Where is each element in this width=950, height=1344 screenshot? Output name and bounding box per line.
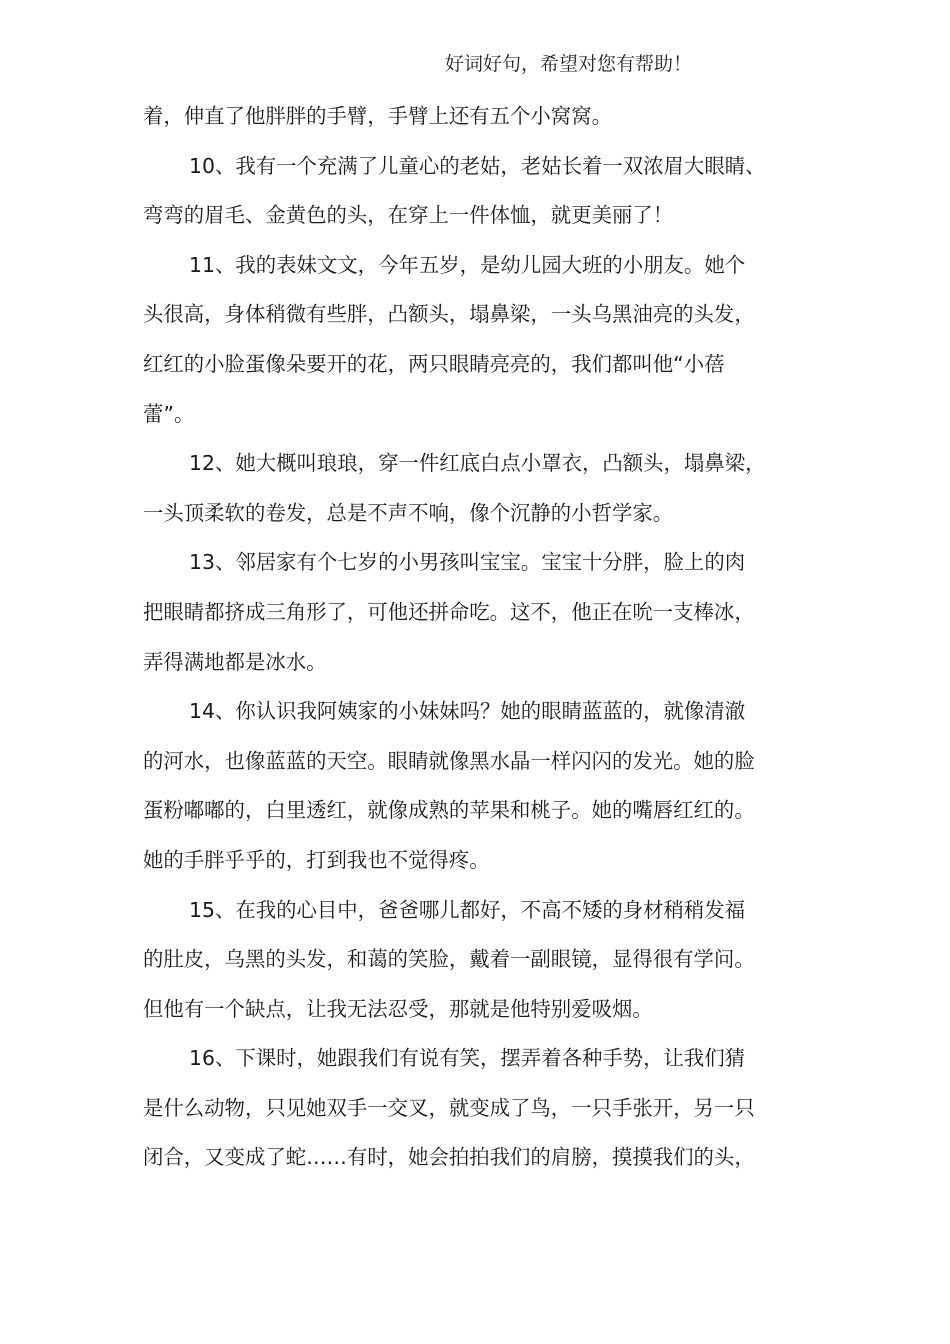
text-line: 着，伸直了他胖胖的手臂，手臂上还有五个小窝窝。	[143, 104, 612, 128]
text-line: 弄得满地都是冰水。	[143, 649, 327, 674]
text-line: 16、下课时，她跟我们有说有笑，摆弄着各种手势，让我们猜	[189, 1046, 746, 1071]
page-header: 好词好句，希望对您有帮助！	[445, 53, 693, 75]
text-line: 但他有一个缺点，让我无法忍受，那就是他特别爱吸烟。	[143, 996, 653, 1021]
text-line: 12、她大概叫琅琅，穿一件红底白点小罩衣，凸额头，塌鼻梁，	[189, 451, 766, 476]
text-line: 她的手胖乎乎的，打到我也不觉得疼。	[143, 847, 490, 872]
text-line: 的肚皮，乌黑的头发，和蔼的笑脸，戴着一副眼镜，显得很有学问。	[143, 947, 755, 972]
text-line: 蛋粉嘟嘟的，白里透红，就像成熟的苹果和桃子。她的嘴唇红红的。	[143, 798, 755, 823]
text-line: 闭合，又变成了蛇……有时，她会拍拍我们的肩膀，摸摸我们的头，	[143, 1145, 755, 1170]
text-line: 红红的小脸蛋像朵要开的花，两只眼睛亮亮的，我们都叫他“小蓓	[143, 351, 725, 376]
text-line: 蕾”。	[143, 401, 195, 426]
text-line: 13、邻居家有个七岁的小男孩叫宝宝。宝宝十分胖，脸上的肉	[189, 550, 746, 575]
text-line: 11、我的表妹文文，今年五岁，是幼儿园大班的小朋友。她个	[189, 252, 746, 277]
text-line: 弯弯的眉毛、金黄色的头，在穿上一件体恤，就更美丽了！	[143, 203, 674, 228]
text-line: 15、在我的心目中，爸爸哪儿都好，不高不矮的身材稍稍发福	[189, 897, 746, 922]
text-line: 头很高，身体稍微有些胖，凸额头，塌鼻梁，一头乌黑油亮的头发，	[143, 302, 755, 327]
text-line: 是什么动物，只见她双手一交叉，就变成了鸟，一只手张开，另一只	[143, 1095, 755, 1120]
text-line: 10、我有一个充满了儿童心的老姑，老姑长着一双浓眉大眼睛、	[189, 153, 766, 178]
body-text	[143, 92, 823, 1183]
text-line: 14、你认识我阿姨家的小妹妹吗？她的眼睛蓝蓝的，就像清澈	[189, 699, 746, 724]
text-line: 把眼睛都挤成三角形了，可他还拼命吃。这不，他正在吮一支棒冰，	[143, 599, 755, 624]
text-line: 一头顶柔软的卷发，总是不声不响，像个沉静的小哲学家。	[143, 500, 674, 525]
text-line: 的河水，也像蓝蓝的天空。眼睛就像黑水晶一样闪闪的发光。她的脸	[143, 748, 755, 773]
